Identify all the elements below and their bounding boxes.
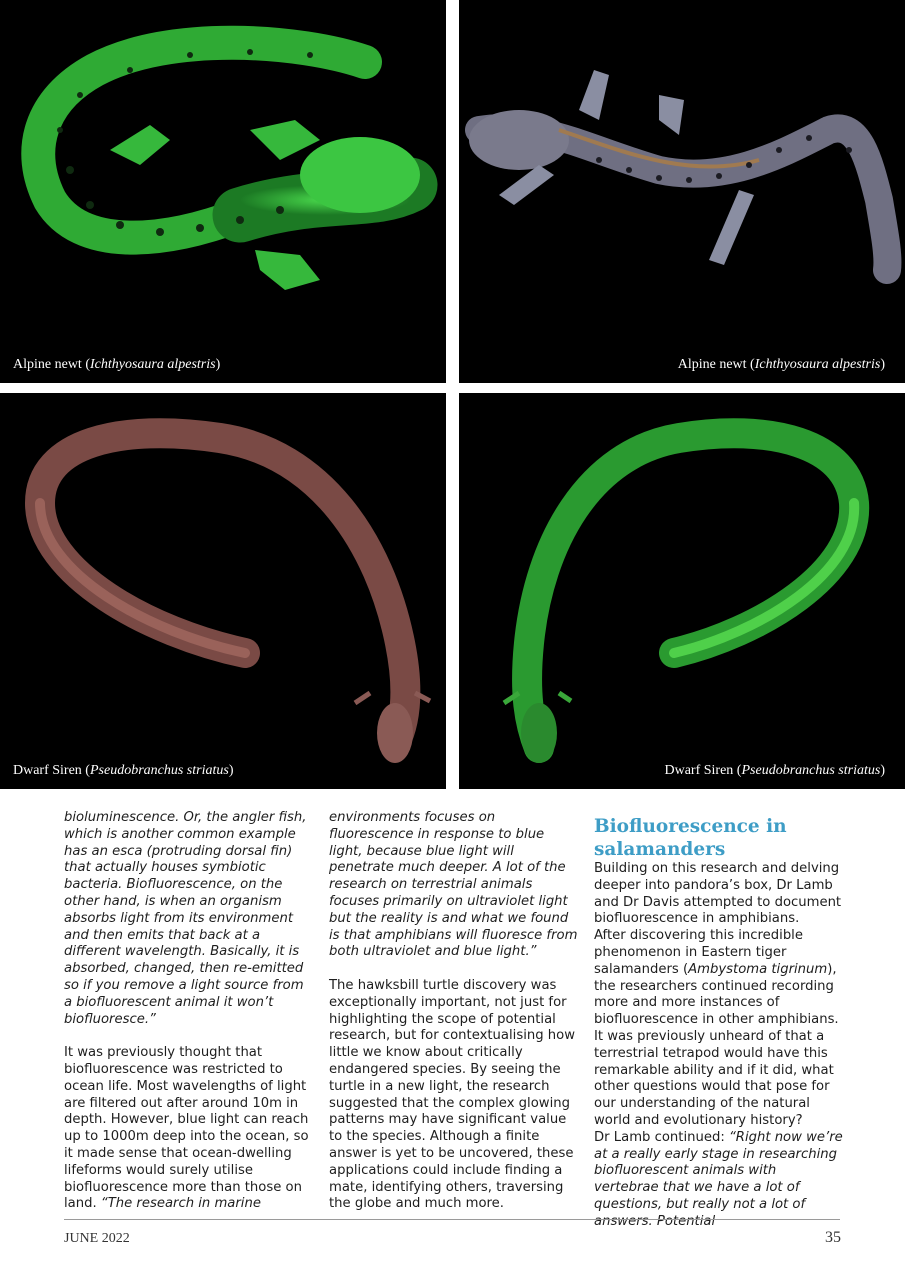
text-column-2 — [329, 810, 579, 1213]
photo-caption: Alpine newt (Ichthyosaura alpestris) — [677, 357, 885, 372]
photo-caption: Dwarf Siren (Pseudobranchus striatus) — [664, 763, 885, 778]
text-column-1 — [64, 810, 314, 1213]
photo-dwarf-siren-natural — [0, 393, 446, 789]
body-paragraph: After discovering this incredible phenomenon in Eastern tiger salamanders (Ambystoma tigrinum), the researchers continued recording more and more instances of biofluorescence in other amphibians. It was previously unheard of that a terrestrial tetrapod would have this remarkable ability and if it did, what other questions would that pose for our understanding of the natural world and evolutionary history? — [594, 928, 839, 1128]
issue-date: JUNE 2022 — [64, 1231, 130, 1246]
body-paragraph: Dr Lamb continued: “Right now we’re at a really early stage in researching biofluorescent animals with vertebrae that we have a lot of questions, but really not a lot of answers. Potential — [594, 1129, 843, 1229]
body-paragraph: It was previously thought that biofluorescence was restricted to ocean life. Most wavelengths of light are filtered out after around 10m in depth. However, blue light can reach up to 1000m deep into the ocean, so it made sense that ocean-dwelling lifeforms would surely utilise biofluorescence more than those on land. “The research in marine — [64, 1045, 309, 1212]
section-heading: Biofluorescence in salamanders — [594, 816, 787, 860]
text-column-3 — [594, 815, 844, 1231]
footer-rule — [64, 1219, 840, 1220]
siren-natural-illustration — [0, 393, 446, 789]
photo-caption: Alpine newt (Ichthyosaura alpestris) — [13, 357, 221, 372]
photo-dwarf-siren-fluorescent — [459, 393, 905, 789]
quote-paragraph: bioluminescence. Or, the angler fish, which is another common example has an esca (protruding dorsal fin) that actually houses symbiotic bacteria. Biofluorescence, on the other hand, is when an organism absorbs light from its environment and then emits that back at a different wavelength. Basically, it is absorbed, changed, then re-emitted so if you remove a light source from a biofluorescent animal it won’t biofluoresce.” — [64, 810, 307, 1027]
newt-natural-illustration — [459, 0, 905, 383]
page-number: 35 — [825, 1229, 841, 1246]
photo-caption: Dwarf Siren (Pseudobranchus striatus) — [13, 763, 234, 778]
body-paragraph: Building on this research and delving deeper into pandora’s box, Dr Lamb and Dr Davis attempted to document biofluorescence in amphibians. — [594, 861, 842, 927]
siren-fluorescent-illustration — [459, 393, 905, 789]
photo-alpine-newt-fluorescent — [0, 0, 446, 383]
newt-fluorescent-illustration — [0, 0, 446, 383]
body-paragraph: The hawksbill turtle discovery was exceptionally important, not just for highlighting the scope of potential research, but for contextualising how little we know about critically endangered species. By seeing the turtle in a new light, the research suggested that the complex glowing patterns may have significant value to the species. Although a finite answer is yet to be uncovered, these applications could include finding a mate, identifying others, traversing the globe and much more. — [329, 977, 575, 1212]
quote-paragraph: environments focuses on fluorescence in response to blue light, because blue light will penetrate much deeper. A lot of the research on terrestrial animals focuses primarily on ultraviolet light but the reality is and what we found is that amphibians will fluoresce from both ultraviolet and blue light.” — [329, 810, 578, 960]
photo-alpine-newt-natural — [459, 0, 905, 383]
